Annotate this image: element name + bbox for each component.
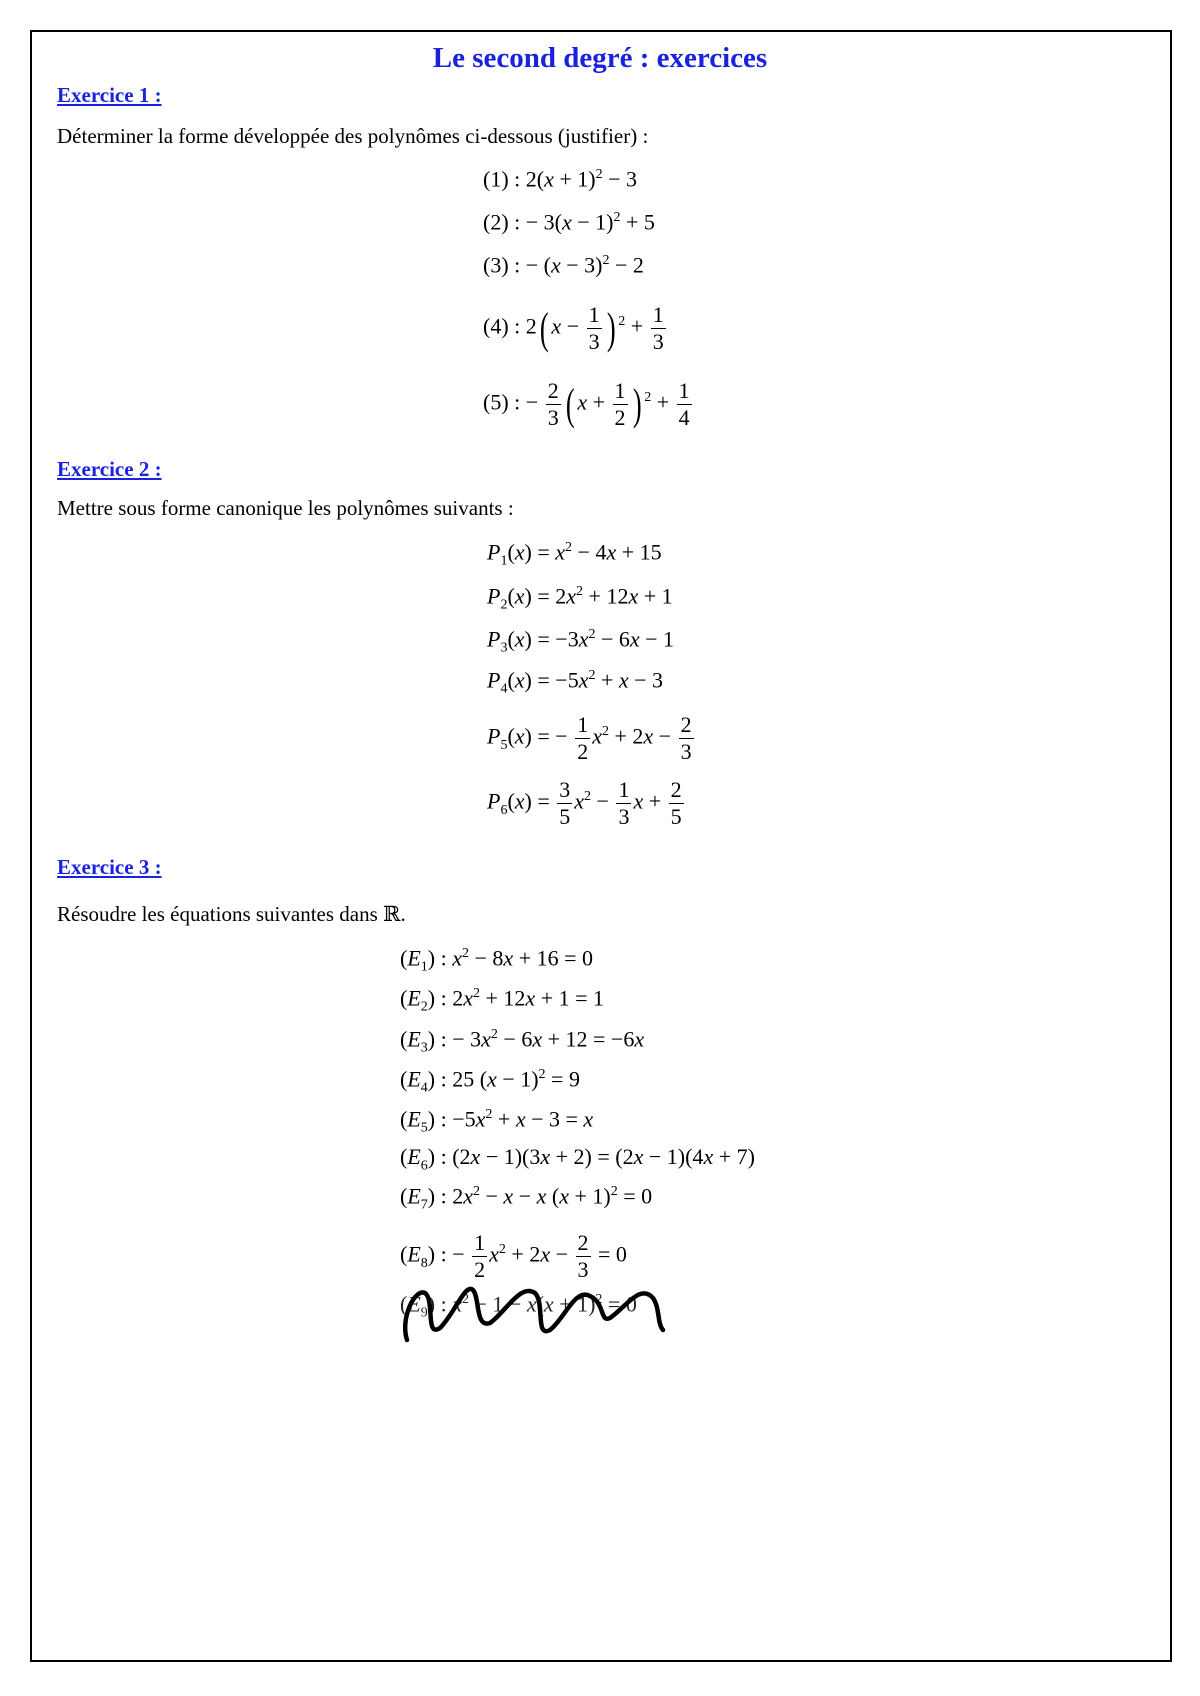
ex3-equation-e4: $(E_4)$ : 25 $(x - 1)^2 = 9$ [400, 1066, 580, 1096]
ex1-item-label: (2) : [483, 209, 521, 235]
ex2-polynomial-p5: $P_5(x)$ = − $\frac{1}{2}$ $x^2 + 2x$ − $\frac{2}{3}$ [487, 712, 692, 764]
ex3-equation-e1: $(E_1)$ : $x^2 - 8x + 16 = 0$ [400, 945, 594, 975]
ex2-polynomial-p6: $P_6(x)$ = $\frac{3}{5}$ $x^2$ − $\frac{1}{3}$ x + $\frac{2}{5}$ [487, 777, 682, 829]
ex1-polynomial-2: (2) : − $3(x - 1)^2 + 5$ [483, 209, 655, 235]
ex3-equation-e3: $(E_3)$ : − $3x^2 - 6x + 12 = -6x$ [400, 1026, 645, 1056]
ex2-polynomial-p1: $P_1(x) = x^2 - 4x + 15$ [487, 539, 662, 569]
ex3-equation-e9: $(E_9)$ : $x^2 - 1 - x(x + 1)^2 = 0$ [400, 1291, 637, 1321]
ex1-item-label: (4) : [483, 313, 521, 339]
exercise-3-heading: Exercice 3 : [57, 855, 162, 879]
ex3-equation-e6: $(E_6)$ : (2x − 1)(3x + 2) = (2x − 1)(4x + 7) [400, 1144, 755, 1174]
ex2-polynomial-p3: $P_3(x) = -3x^2 - 6x - 1$ [487, 626, 675, 656]
exercise-1-heading: Exercice 1 : [57, 83, 162, 107]
exercise-3-instruction: Résoudre les équations suivantes dans ℝ. [57, 902, 406, 926]
page-title: Le second degré : exercices [432, 42, 768, 74]
ex1-item-label: (1) : [483, 166, 521, 192]
ex2-polynomial-p4: $P_4(x) = -5x^2 + x - 3$ [487, 667, 664, 697]
ex3-equation-e2: $(E_2)$ : $2x^2 + 12x + 1 = 1$ [400, 985, 605, 1015]
ex2-polynomial-p2: $P_2(x) = 2x^2 + 12x + 1$ [487, 583, 673, 613]
exercise-2-heading: Exercice 2 : [57, 457, 162, 481]
handwritten-scribble [395, 1268, 675, 1348]
exercise-1-instruction: Déterminer la forme développée des polynômes ci-dessous (justifier) : [57, 124, 649, 148]
ex3-equation-e7: $(E_7)$ : $2x^2 - x - x$ $(x + 1)^2 = 0$ [400, 1183, 653, 1213]
ex1-polynomial-5: (5) : − $\frac{2}{3}$ ( x + $\frac{1}{2}$ ) $^2$ + $\frac{1}{4}$ [483, 378, 690, 430]
ex3-equation-e8: $(E_8)$ : − $\frac{1}{2}$ $x^2 + 2x$ − $\frac{2}{3}$ = 0 [400, 1230, 627, 1282]
ex1-item-label: (5) : [483, 389, 521, 415]
ex1-polynomial-4: (4) : 2( x − $\frac{1}{3}$ ) $^2$ + $\frac{1}{3}$ [483, 302, 664, 354]
ex3-equation-e5: $(E_5)$ : $-5x^2 + x - 3 = x$ [400, 1106, 594, 1136]
ex1-item-label: (3) : [483, 252, 521, 278]
ex1-polynomial-3: (3) : − $(x - 3)^2 - 2$ [483, 252, 644, 278]
ex1-polynomial-1: (1) : $2(x + 1)^2 - 3$ [483, 166, 638, 192]
exercise-2-instruction: Mettre sous forme canonique les polynômes suivants : [57, 496, 514, 520]
